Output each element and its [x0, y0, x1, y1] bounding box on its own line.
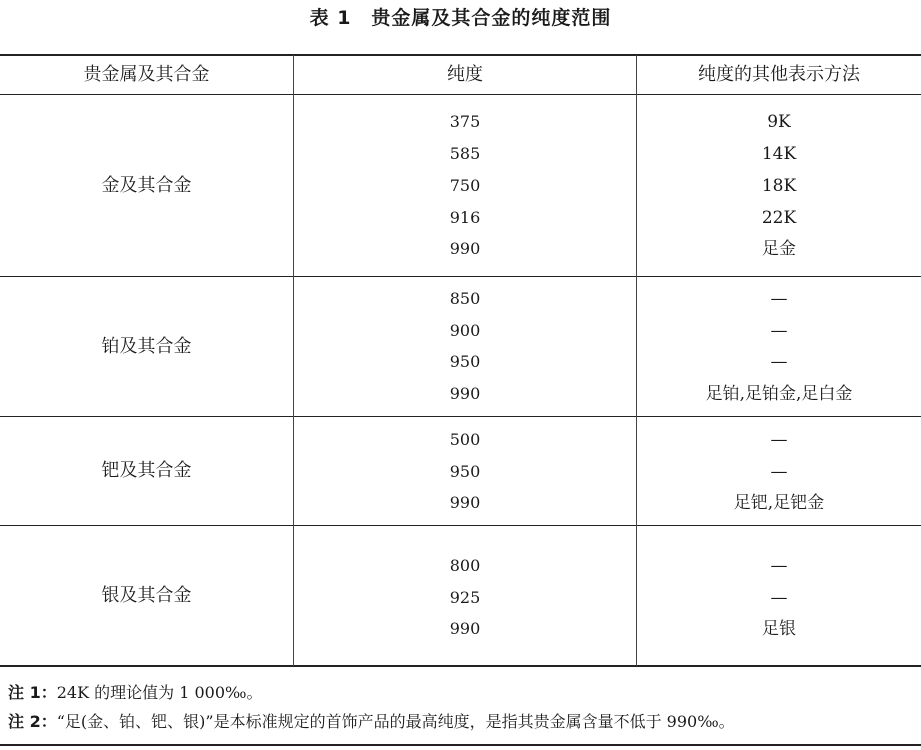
purity-value: 900 — [449, 321, 481, 340]
header-other-notation: 纯度的其他表示方法 — [698, 64, 860, 85]
header-purity: 纯度 — [447, 64, 483, 85]
purity-value: 750 — [449, 176, 481, 195]
purity-value: 990 — [449, 619, 481, 638]
header-metal: 贵金属及其合金 — [83, 64, 210, 85]
other-notation-value: — — [770, 352, 788, 372]
other-notation-value: 足钯,足钯金 — [733, 493, 825, 513]
purity-value: 585 — [449, 144, 481, 163]
purity-value: 950 — [449, 462, 481, 481]
purity-value: 850 — [449, 289, 481, 308]
other-notation-value: — — [770, 462, 788, 482]
other-notation-value: 足银 — [762, 619, 796, 639]
table-bottom-rule — [0, 665, 921, 667]
purity-value: 800 — [449, 556, 481, 575]
purity-value: 925 — [449, 588, 481, 607]
purity-value: 990 — [449, 493, 481, 512]
group-name-silver: 银及其合金 — [101, 584, 192, 606]
note-2-label: 注 2： — [8, 712, 57, 731]
page-bottom-rule — [0, 744, 921, 746]
group-name-palladium: 钯及其合金 — [101, 460, 192, 481]
note-1-text: 24K 的理论值为 1 000‰。 — [56, 683, 263, 702]
other-notation-value: 足铂,足铂金,足白金 — [705, 384, 853, 404]
group-name-platinum: 铂及其合金 — [101, 335, 192, 357]
other-notation-value: — — [770, 556, 788, 576]
purity-value: 916 — [449, 208, 481, 227]
other-notation-value: — — [770, 430, 788, 450]
other-notation-value: — — [770, 588, 788, 608]
note-1 — [8, 682, 262, 704]
purity-value: 990 — [449, 384, 481, 403]
note-2 — [8, 711, 735, 733]
purity-value: 500 — [449, 430, 481, 449]
other-notation-value: 18K — [761, 176, 797, 196]
purity-value: 375 — [449, 112, 481, 131]
other-notation-value: 9K — [767, 112, 791, 132]
note-1-label: 注 1： — [8, 683, 57, 702]
other-notation-value: 14K — [761, 144, 797, 164]
table-title: 表 1 贵金属及其合金的纯度范围 — [309, 7, 612, 29]
group-name-gold: 金及其合金 — [101, 174, 192, 196]
purity-value: 950 — [449, 352, 481, 371]
other-notation-value: — — [770, 289, 788, 309]
note-2-text: “足(金、铂、钯、银)”是本标准规定的首饰产品的最高纯度，是指其贵金属含量不低于 990‰。 — [56, 712, 735, 731]
other-notation-value: 22K — [761, 208, 797, 228]
other-notation-value: — — [770, 321, 788, 341]
other-notation-value: 足金 — [762, 239, 796, 259]
purity-value: 990 — [449, 239, 481, 258]
